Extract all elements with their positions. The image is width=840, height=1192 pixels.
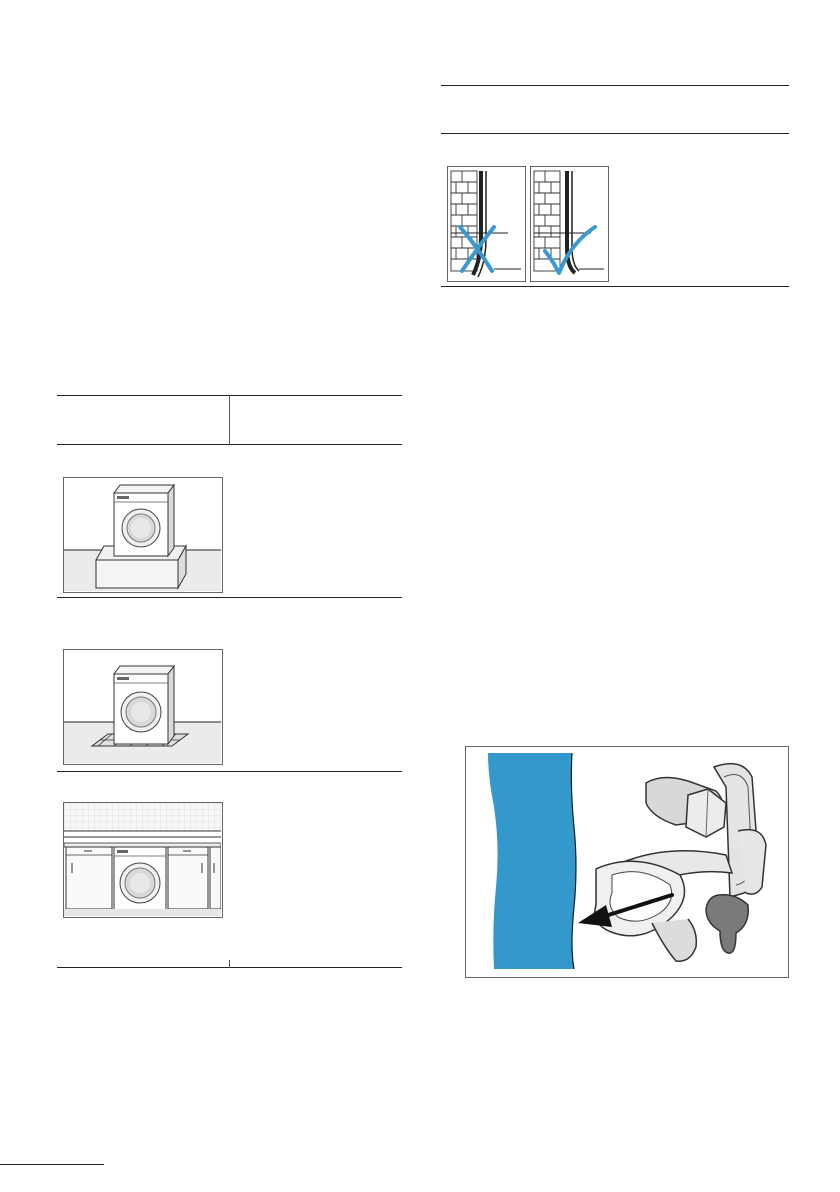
washer-on-wooden-base-figure — [63, 649, 223, 765]
left-table-bottom-divider — [229, 960, 230, 968]
left-table-column-divider — [229, 395, 230, 445]
footer-rule — [0, 1164, 104, 1165]
left-table-row-rule-1 — [57, 597, 402, 598]
right-table-top-rule — [441, 85, 789, 86]
washer-under-counter-figure — [63, 802, 223, 918]
hose-holder-removal-figure — [465, 746, 789, 978]
hose-through-wall-correct-figure — [530, 166, 609, 282]
arrow-left-icon — [466, 747, 787, 976]
right-table-bottom-rule — [441, 286, 789, 287]
right-table-header-rule — [441, 133, 789, 134]
cross-icon — [448, 167, 524, 280]
left-table-row-rule-2 — [57, 771, 402, 772]
washer-on-pedestal-figure — [63, 477, 223, 593]
check-icon — [531, 167, 607, 280]
hose-through-wall-wrong-figure — [447, 166, 526, 282]
